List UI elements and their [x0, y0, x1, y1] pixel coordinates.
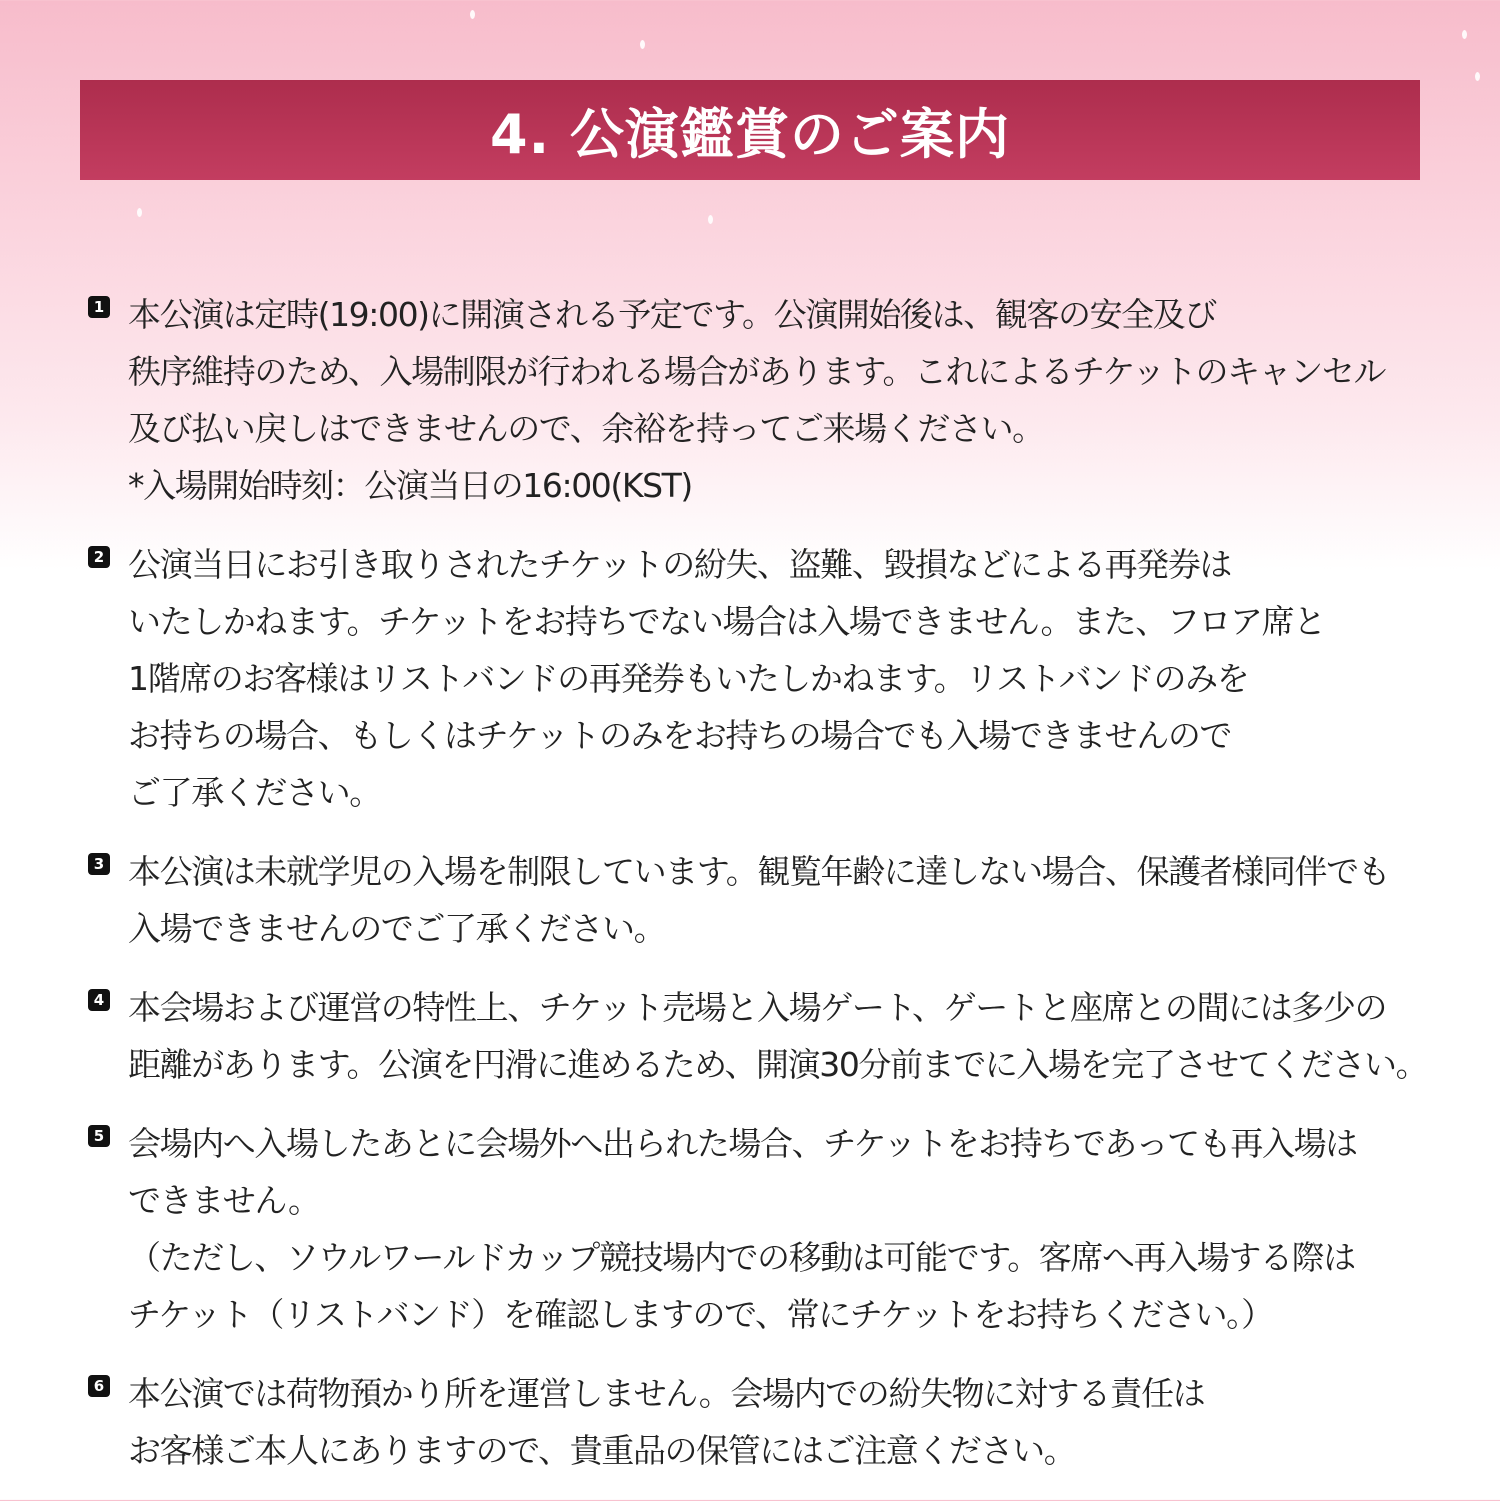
section-title: 4. 公演鑑賞のご案内 [490, 102, 1010, 166]
notice-line: 本公演は未就学児の入場を制限しています。観覧年齢に達しない場合、保護者様同伴でも [128, 852, 1390, 891]
item-number-badge: 3 [88, 853, 110, 875]
notice-text [128, 843, 1468, 957]
notice-item [88, 536, 1468, 821]
sparkle-decoration [1475, 72, 1480, 81]
notice-line: 本会場および運営の特性上、チケット売場と入場ゲート、ゲートと座席との間には多少の [128, 988, 1387, 1027]
notice-line: チケット（リストバンド）を確認しますので、常にチケットをお持ちください。） [128, 1295, 1273, 1334]
notice-line: 及び払い戻しはできませんので、余裕を持ってご来場ください。 [128, 409, 1044, 448]
notice-line: いたしかねます。チケットをお持ちでない場合は入場できません。また、フロア席と [128, 602, 1325, 641]
sparkle-decoration [640, 40, 645, 49]
notice-line: お持ちの場合、もしくはチケットのみをお持ちの場合でも入場できませんので [128, 716, 1232, 755]
notice-item [88, 286, 1468, 514]
item-number-badge: 5 [88, 1125, 110, 1147]
notice-line: 秩序維持のため、入場制限が行われる場合があります。これによるチケットのキャンセル [128, 352, 1386, 391]
notice-text [128, 979, 1468, 1093]
notice-line: できません。 [128, 1181, 320, 1220]
notice-item [88, 979, 1468, 1093]
notice-line: *入場開始時刻：公演当日の16:00(KST) [128, 466, 692, 505]
notice-item [88, 843, 1468, 957]
notice-line: 本公演は定時(19:00)に開演される予定です。公演開始後は、観客の安全及び [128, 295, 1217, 334]
notice-item [88, 1365, 1468, 1479]
item-number-badge: 1 [88, 296, 110, 318]
section-banner [80, 80, 1420, 180]
notice-line: 会場内へ入場したあとに会場外へ出られた場合、チケットをお持ちであっても再入場は [128, 1124, 1357, 1163]
notice-line: 入場できませんのでご了承ください。 [128, 909, 666, 948]
item-number-badge: 6 [88, 1375, 110, 1397]
notice-text [128, 536, 1468, 821]
notice-item [88, 1115, 1468, 1343]
sparkle-decoration [1462, 30, 1467, 39]
sparkle-decoration [137, 208, 142, 217]
notice-line: 本公演では荷物預かり所を運営しません。会場内での紛失物に対する責任は [128, 1374, 1205, 1413]
item-number-badge: 2 [88, 546, 110, 568]
notice-line: 距離があります。公演を円滑に進めるため、開演30分前までに入場を完了させてください。 [128, 1045, 1428, 1084]
notice-line: 1階席のお客様はリストバンドの再発券もいたしかねます。リストバンドのみを [128, 659, 1249, 698]
notice-text [128, 286, 1468, 514]
notice-line: お客様ご本人にありますので、貴重品の保管にはご注意ください。 [128, 1431, 1076, 1470]
sparkle-decoration [470, 10, 475, 19]
notice-line: ご了承ください。 [128, 773, 381, 812]
sparkle-decoration [708, 215, 713, 224]
notice-text [128, 1115, 1468, 1343]
notice-line: （ただし、ソウルワールドカップ競技場内での移動は可能です。客席へ再入場する際は [128, 1238, 1355, 1277]
notice-text [128, 1365, 1468, 1479]
notice-line: 公演当日にお引き取りされたチケットの紛失、盗難、毀損などによる再発券は [128, 545, 1232, 584]
item-number-badge: 4 [88, 989, 110, 1011]
notice-list [88, 286, 1468, 1501]
